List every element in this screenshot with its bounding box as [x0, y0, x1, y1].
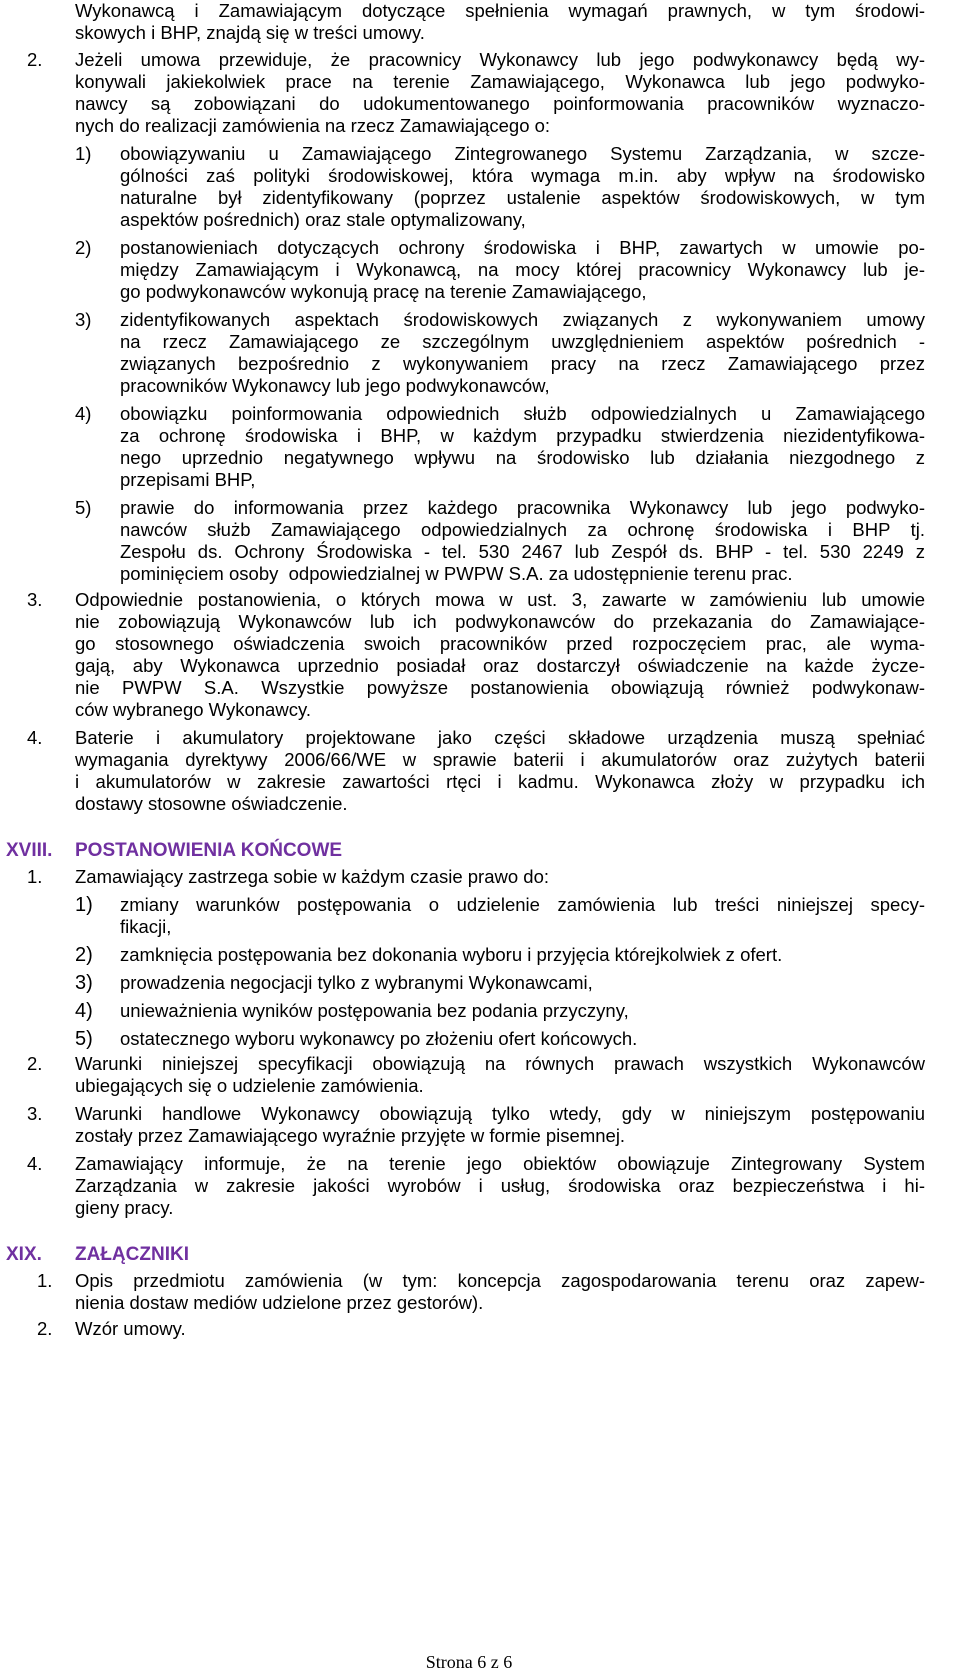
list-number: 3.: [27, 589, 43, 610]
text-line: Wzór umowy.: [75, 1318, 186, 1339]
text-line: między Zamawiającym i Wykonawcą, na mocy której pracownicy Wykonawcy lub je-: [120, 259, 925, 280]
text-line: Odpowiednie postanowienia, o których mowa w ust. 3, zawarte w zamówieniu lub umowie: [75, 589, 925, 610]
text-line: ostatecznego wyboru wykonawcy po złożeniu ofert końcowych.: [120, 1028, 638, 1049]
text-line: wymagania dyrektywy 2006/66/WE w sprawie baterii i akumulatorów oraz zużytych baterii: [75, 749, 925, 770]
text-line: Warunki niniejszej specyfikacji obowiązują na równych prawach wszystkich Wykonawców: [75, 1053, 925, 1074]
text-line: fikacji,: [120, 916, 172, 937]
text-line: obowiązywaniu u Zamawiającego Zintegrowanego Systemu Zarządzania, w szcze-: [120, 143, 925, 164]
list-number: 5): [75, 1028, 93, 1050]
text-line: nych do realizacji zamówienia na rzecz Zamawiającego o:: [75, 115, 551, 136]
text-line: zidentyfikowanych aspektach środowiskowych związanych z wykonywaniem umowy: [120, 309, 925, 330]
text-line: go podwykonawców wykonują pracę na terenie Zamawiającego,: [120, 281, 647, 302]
text-line: nie PWPW S.A. Wszystkie powyższe postanowienia obowiązują również podwykonaw-: [75, 677, 925, 698]
text-line: nie zobowiązują Wykonawców lub ich podwykonawców do przekazania do Zamawiające-: [75, 611, 925, 632]
text-line: Opis przedmiotu zamówienia (w tym: koncepcja zagospodarowania terenu oraz zapew-: [75, 1270, 925, 1291]
text-line: nienia dostaw mediów udzielone przez gestorów).: [75, 1292, 484, 1313]
text-line: Baterie i akumulatory projektowane jako części składowe urządzenia muszą spełniać: [75, 727, 925, 748]
text-line: nawcy są zobowiązani do udokumentowanego poinformowania pracowników wyznaczo-: [75, 93, 925, 114]
list-number: 5): [75, 497, 92, 518]
section-number: XIX.: [6, 1244, 42, 1265]
text-line: konywali jakiekolwiek prace na terenie Zamawiającego, Wykonawca lub jego podwyko-: [75, 71, 925, 92]
text-line: Zamawiający informuje, że na terenie jego obiektów obowiązuje Zintegrowany System: [75, 1153, 925, 1174]
list-number: 4.: [27, 727, 43, 748]
text-line: gólności zaś polityki środowiskowej, która wymaga m.in. aby wpływ na środowisko: [120, 165, 925, 186]
text-line: obowiązku poinformowania odpowiednich służb odpowiedzialnych u Zamawiającego: [120, 403, 925, 424]
text-line: pominięciem osoby odpowiedzialnej w PWPW S.A. za udostępnienie terenu prac.: [120, 563, 793, 584]
text-line: naturalne był zidentyfikowany (poprzez ustalenie aspektów środowiskowych, w tym: [120, 187, 925, 208]
text-line: Jeżeli umowa przewiduje, że pracownicy Wykonawcy lub jego podwykonawcy będą wy-: [75, 49, 925, 70]
text-line: zmiany warunków postępowania o udzielenie zamówienia lub treści niniejszej specy-: [120, 894, 925, 915]
text-line: dostawy stosowne oświadczenie.: [75, 793, 348, 814]
text-line: pracowników Wykonawcy lub jego podwykonawców,: [120, 375, 550, 396]
list-number: 1.: [37, 1270, 53, 1291]
text-line: skowych i BHP, znajdą się w treści umowy.: [75, 22, 425, 43]
text-line: prawie do informowania przez każdego pracownika Wykonawcy lub jego podwyko-: [120, 497, 925, 518]
list-number: 4.: [27, 1153, 43, 1174]
text-line: aspektów pośrednich) oraz stale optymalizowany,: [120, 209, 526, 230]
page-number: Strona 6 z 6: [425, 1652, 513, 1672]
list-number: 3.: [27, 1103, 43, 1124]
text-line: zostały przez Zamawiającego wyraźnie przyjęte w formie pisemnej.: [75, 1125, 626, 1146]
list-number: 3): [75, 309, 92, 330]
list-number: 2.: [27, 1053, 43, 1074]
section-number: XVIII.: [6, 840, 53, 861]
list-number: 2.: [37, 1318, 53, 1339]
text-line: i akumulatorów w zakresie zawartości rtęci i kadmu. Wykonawca złoży w przypadku ich: [75, 771, 925, 792]
list-number: 1): [75, 143, 92, 164]
list-number: 4): [75, 1000, 93, 1022]
text-line: prowadzenia negocjacji tylko z wybranymi Wykonawcami,: [120, 972, 593, 993]
text-line: za ochronę środowiska i BHP, w każdym przypadku stwierdzenia niezidentyfikowa-: [120, 425, 925, 446]
text-line: gieny pracy.: [75, 1197, 174, 1218]
list-number: 2): [75, 944, 93, 966]
text-line: nawców służb Zamawiającego odpowiedzialnych za ochronę środowiska i BHP tj.: [120, 519, 925, 540]
list-number: 2): [75, 237, 92, 258]
list-number: 4): [75, 403, 92, 424]
section-title: POSTANOWIENIA KOŃCOWE: [75, 840, 343, 861]
text-line: Zespołu ds. Ochrony Środowiska - tel. 530 2467 lub Zespół ds. BHP - tel. 530 2249 z: [120, 541, 925, 562]
section-title: ZAŁĄCZNIKI: [75, 1244, 189, 1265]
text-line: Wykonawcą i Zamawiającym dotyczące spełnienia wymagań prawnych, w tym środowi-: [75, 0, 925, 21]
text-line: Warunki handlowe Wykonawcy obowiązują tylko wtedy, gdy w niniejszym postępowaniu: [75, 1103, 925, 1124]
text-line: go stosownego oświadczenia swoich pracowników przed rozpoczęciem prac, ale wyma-: [75, 633, 925, 654]
list-number: 2.: [27, 49, 43, 70]
list-number: 3): [75, 972, 93, 994]
text-line: ubiegających się o udzielenie zamówienia.: [75, 1075, 424, 1096]
text-line: nego uprzednio negatywnego wpływu na środowisko lub działania niezgodnego z: [120, 447, 925, 468]
text-line: na rzecz Zamawiającego ze szczególnym uwzględnieniem aspektów pośrednich -: [120, 331, 925, 352]
text-line: postanowieniach dotyczących ochrony środowiska i BHP, zawartych w umowie po-: [120, 237, 925, 258]
list-number: 1.: [27, 866, 43, 887]
text-line: Zamawiający zastrzega sobie w każdym czasie prawo do:: [75, 866, 549, 887]
text-line: Zarządzania w zakresie jakości wyrobów i usług, środowiska oraz bezpieczeństwa i hi-: [75, 1175, 925, 1196]
text-line: unieważnienia wyników postępowania bez podania przyczyny,: [120, 1000, 629, 1021]
list-number: 1): [75, 894, 93, 916]
text-line: gają, aby Wykonawca uprzednio posiadał oraz dostarczył oświadczenie na każde życze-: [75, 655, 925, 676]
text-line: przepisami BHP,: [120, 469, 256, 490]
text-line: zamknięcia postępowania bez dokonania wyboru i przyjęcia którejkolwiek z ofert.: [120, 944, 783, 965]
text-line: związanych bezpośrednio z wykonywaniem pracy na rzecz Zamawiającego przez: [120, 353, 925, 374]
text-line: ców wybranego Wykonawcy.: [75, 699, 311, 720]
